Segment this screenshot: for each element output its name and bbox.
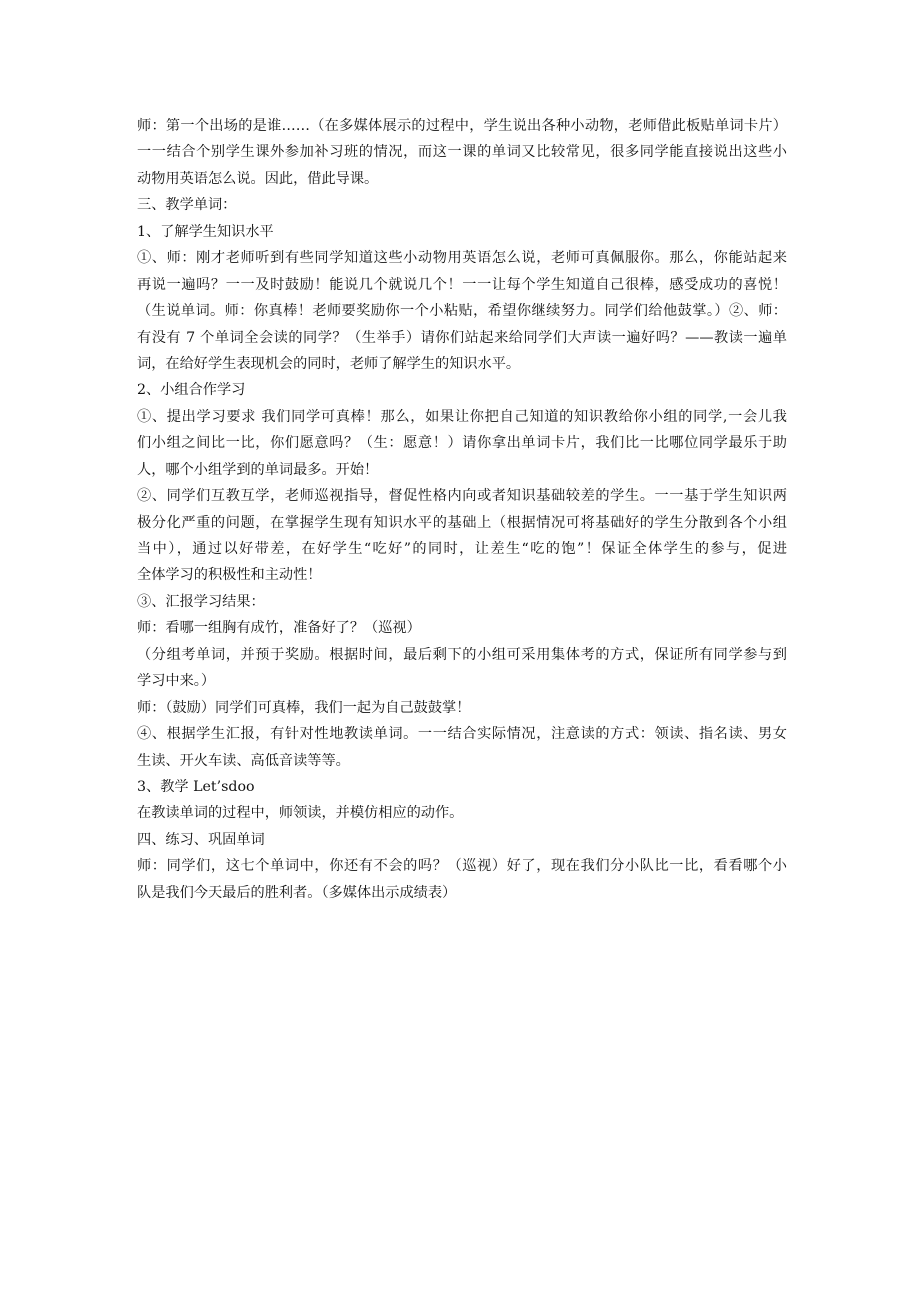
subsection-heading: 1、了解学生知识水平	[137, 223, 274, 240]
text-line: （生说单词。师：你真棒！老师要奖励你一个小粘贴，希望你继续努力。同学们给他鼓掌。）②、师：	[137, 303, 787, 320]
text-line: 一一结合个别学生课外参加补习班的情况，而这一课的单词又比较常见，很多同学能直接说出这些小	[137, 144, 787, 161]
text-line: 学习中来。）	[137, 673, 216, 690]
text-line: 再说一遍吗？一一及时鼓励！能说几个就说几个！一一让每个学生知道自己很棒，感受成功的喜悦！	[137, 276, 787, 293]
text-line: 有没有 7 个单词全会读的同学？（生举手）请你们站起来给同学们大声读一遍好吗？——教读一遍单	[137, 329, 787, 346]
text-line: 队是我们今天最后的胜利者。（多媒体出示成绩表）	[137, 884, 457, 901]
text-line: ②、同学们互教互学，老师巡视指导，督促性格内向或者知识基础较差的学生。一一基于学生知识两	[137, 488, 787, 505]
text-line: 人，哪个小组学到的单词最多。开始！	[137, 461, 379, 478]
subsection-heading: 2、小组合作学习	[137, 382, 246, 399]
text-line: 师：第一个出场的是谁……（在多媒体展示的过程中，学生说出各种小动物，老师借此板贴单词卡片）	[137, 118, 787, 134]
text-line: 在教读单词的过程中，师领读，并模仿相应的动作。	[137, 805, 464, 822]
section-heading: 四、练习、巩固单词	[137, 831, 265, 848]
text-line: ④、根据学生汇报，有针对性地教读单词。一一结合实际情况，注意读的方式：领读、指名读、男女	[137, 726, 787, 743]
text-line: ③、汇报学习结果：	[137, 593, 265, 610]
section-heading: 三、教学单词：	[137, 197, 237, 214]
document-body	[137, 113, 787, 906]
text-line: ①、师：刚才老师听到有些同学知道这些小动物用英语怎么说，老师可真佩服你。那么，你能站起来	[137, 250, 787, 267]
text-line: 生读、开火车读、高低音读等等。	[137, 752, 350, 769]
text-line: ①、提出学习要求 我们同学可真棒！那么，如果让你把自己知道的知识教给你小组的同学,一会儿我	[137, 408, 787, 425]
text-line: 动物用英语怎么说。因此，借此导课。	[137, 170, 379, 187]
text-line: 师：同学们，这七个单词中，你还有不会的吗？（巡视）好了，现在我们分小队比一比，看看哪个小	[137, 858, 787, 875]
text-line: （分组考单词，并预于奖励。根据时间，最后剩下的小组可采用集体考的方式，保证所有同学参与到	[137, 646, 787, 663]
text-line: 师：（鼓励）同学们可真棒，我们一起为自己鼓鼓掌！	[137, 699, 471, 716]
text-line: 们小组之间比一比，你们愿意吗？（生：愿意！）请你拿出单词卡片，我们比一比哪位同学最乐于助	[137, 435, 787, 452]
text-line: 极分化严重的问题，在掌握学生现有知识水平的基础上（根据情况可将基础好的学生分散到各个小组	[137, 514, 787, 531]
subsection-heading: 3、教学 Let’sdoo	[137, 778, 255, 795]
text-line: 当中），通过以好带差，在好学生“吃好”的同时，让差生“吃的饱”！保证全体学生的参与，促进	[137, 541, 787, 557]
text-line: 词，在给好学生表现机会的同时，老师了解学生的知识水平。	[137, 355, 521, 372]
text-line: 全体学习的积极性和主动性！	[137, 567, 322, 584]
text-line: 师：看哪一组胸有成竹，准备好了？（巡视）	[137, 620, 421, 637]
